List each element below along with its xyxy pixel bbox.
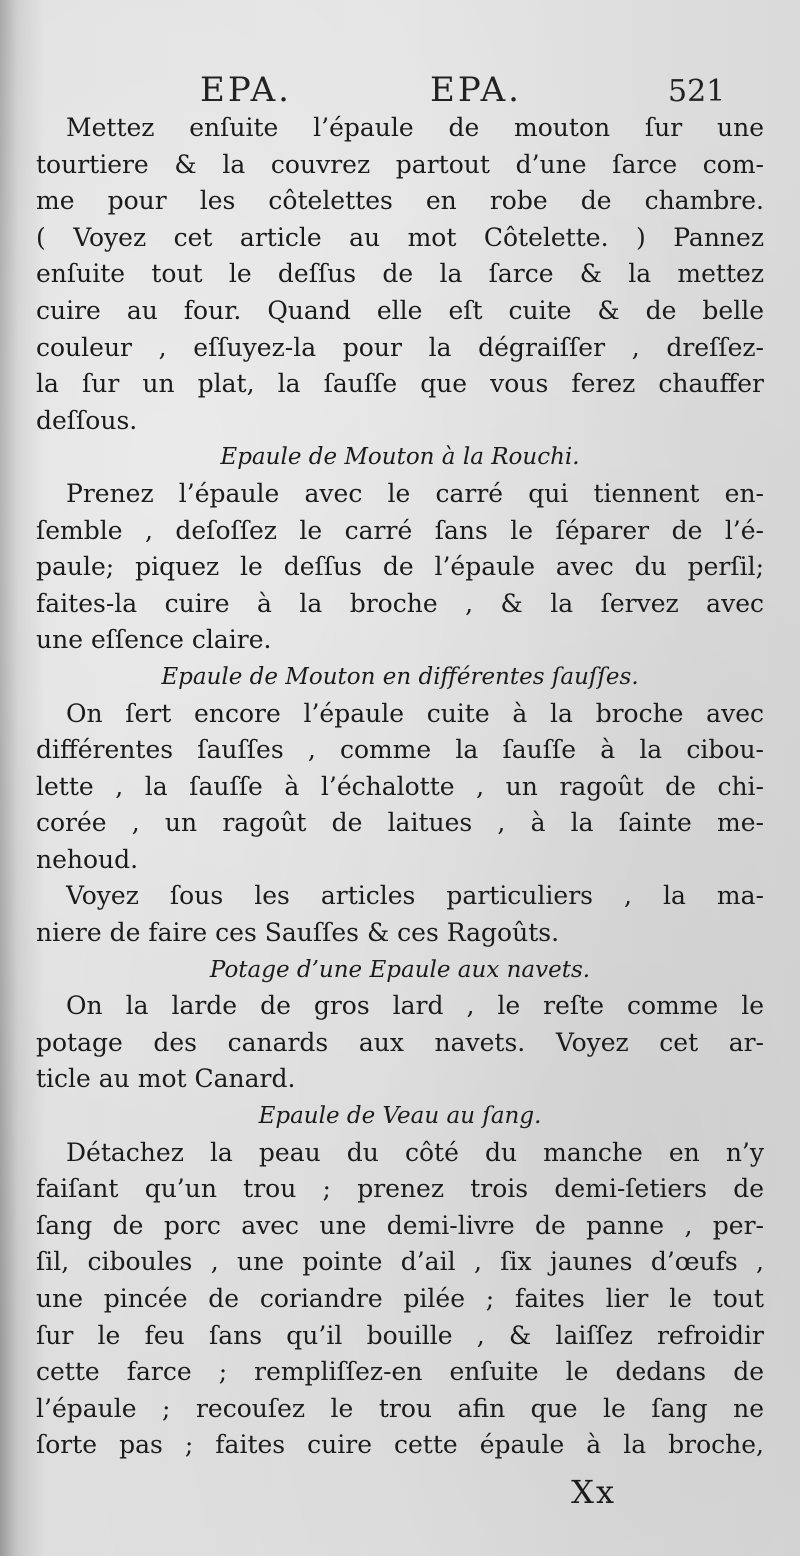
text-line: Détachez la peau du côté du manche en n’y xyxy=(66,1137,764,1167)
text-line: la ſur un plat, la ſauſſe que vous ferez chauffer xyxy=(36,369,764,399)
text-line: niere de faire ces Sauſſes & ces Ragoûts. xyxy=(36,918,560,948)
text-line: deſſous. xyxy=(36,405,138,435)
text-line: une pincée de coriandre pilée ; faites lier le tout xyxy=(36,1284,764,1313)
text-line: une eſſence claire. xyxy=(36,625,272,655)
text-line: Mettez enſuite l’épaule de mouton ſur une xyxy=(66,113,764,142)
text-line: On la larde de gros lard , le reſte comme le xyxy=(66,991,764,1021)
text-line: faiſant qu’un trou ; prenez trois demi-ſetiers de xyxy=(36,1174,764,1204)
text-line: lette , la ſauſſe à l’échalotte , un ragoût de chi- xyxy=(36,771,764,801)
text-line: tourtiere & la couvrez partout d’une ſarce com- xyxy=(36,149,764,179)
text-line: Prenez l’épaule avec le carré qui tiennent en- xyxy=(66,478,764,508)
text-line: ( Voyez cet article au mot Côtelette. ) Pannez xyxy=(36,222,764,252)
text-line: Voyez ſous les articles particuliers , la ma- xyxy=(66,881,764,911)
section-heading-veau: Epaule de Veau au ſang. xyxy=(258,1103,542,1130)
text-line: ſur le feu ſans qu’il bouille , & laiſſez refroidir xyxy=(36,1320,764,1350)
text-line: me pour les côtelettes en robe de chambre. xyxy=(36,186,764,216)
text-line: faites-la cuire à la broche , & la ſervez avec xyxy=(36,588,764,618)
page-body xyxy=(36,110,764,1520)
signature-mark: Xx xyxy=(571,1472,616,1511)
text-line: l’épaule ; recouſez le trou afin que le ſang ne xyxy=(36,1393,764,1423)
page-number: 521 xyxy=(668,74,726,109)
text-line: ticle au mot Canard. xyxy=(36,1064,296,1094)
text-line: paule; piquez le deſſus de l’épaule avec du perſil; xyxy=(36,552,764,582)
text-line: On ſert encore l’épaule cuite à la broche avec xyxy=(66,698,764,728)
text-line: couleur , eſſuyez-la pour la dégraiſſer , dreſſez- xyxy=(36,332,764,362)
text-line: ſang de porc avec une demi-livre de panne , per- xyxy=(36,1210,764,1240)
section-heading-potage: Potage d’une Epaule aux navets. xyxy=(209,956,591,983)
text-line: corée , un ragoût de laitues , à la ſainte me- xyxy=(36,808,764,838)
section-heading-rouchi: Epaule de Mouton à la Rouchi. xyxy=(220,444,580,471)
text-line: ſil, ciboules , une pointe d’ail , ſix jaunes d’œufs , xyxy=(36,1247,764,1277)
text-line: ſorte pas ; faites cuire cette épaule à la broche, xyxy=(36,1430,764,1460)
text-line: enſuite tout le deſſus de la ſarce & la mettez xyxy=(36,259,764,289)
section-heading-sauces: Epaule de Mouton en différentes ſauſſes. xyxy=(161,663,639,690)
text-line: nehoud. xyxy=(36,844,139,874)
header-right-word: EPA. xyxy=(430,70,522,110)
text-line: potage des canards aux navets. Voyez cet ar- xyxy=(36,1027,764,1057)
text-line: cuire au four. Quand elle eſt cuite & de belle xyxy=(36,295,764,325)
header-left-word: EPA. xyxy=(200,70,292,110)
text-line: différentes ſauſſes , comme la ſauſſe à la cibou- xyxy=(36,735,764,765)
text-line: cette farce ; rempliſſez-en enſuite le dedans de xyxy=(36,1357,764,1387)
text-line: ſemble , deſoſſez le carré ſans le ſéparer de l’é- xyxy=(36,515,764,545)
